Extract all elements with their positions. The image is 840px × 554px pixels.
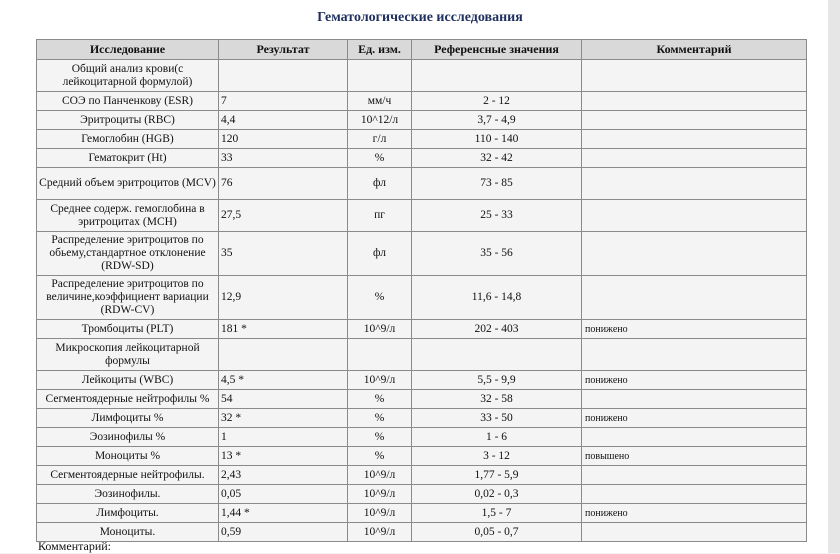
row-comment xyxy=(582,523,807,542)
row-test-name: Гемоглобин (HGB) xyxy=(37,130,219,149)
row-unit: % xyxy=(348,447,412,466)
row-result xyxy=(219,339,348,371)
row-result: 120 xyxy=(219,130,348,149)
column-header-comment: Комментарий xyxy=(582,40,807,60)
row-reference: 1,77 - 5,9 xyxy=(412,466,582,485)
row-reference: 73 - 85 xyxy=(412,168,582,200)
row-result: 32 * xyxy=(219,409,348,428)
table-row xyxy=(37,168,807,200)
table-row xyxy=(37,60,807,92)
row-unit: 10^9/л xyxy=(348,485,412,504)
column-header-reference: Референсные значения xyxy=(412,40,582,60)
row-unit: пг xyxy=(348,200,412,232)
row-test-name: Эозинофилы % xyxy=(37,428,219,447)
row-test-name: Тромбоциты (PLT) xyxy=(37,320,219,339)
row-test-name: Общий анализ крови(с лейкоцитарной формулой) xyxy=(37,60,219,92)
row-result: 181 * xyxy=(219,320,348,339)
row-result: 7 xyxy=(219,92,348,111)
row-comment xyxy=(582,276,807,320)
row-comment xyxy=(582,466,807,485)
row-result xyxy=(219,60,348,92)
row-reference: 0,05 - 0,7 xyxy=(412,523,582,542)
table-row xyxy=(37,200,807,232)
row-unit: % xyxy=(348,390,412,409)
table-row xyxy=(37,523,807,542)
table-header-row xyxy=(37,40,807,60)
row-result: 54 xyxy=(219,390,348,409)
row-reference: 25 - 33 xyxy=(412,200,582,232)
row-test-name: Лейкоциты (WBC) xyxy=(37,371,219,390)
row-comment xyxy=(582,232,807,276)
row-comment xyxy=(582,168,807,200)
table-row xyxy=(37,428,807,447)
row-unit xyxy=(348,339,412,371)
comment-label: Комментарий: xyxy=(38,539,112,553)
row-result: 35 xyxy=(219,232,348,276)
column-header-unit: Ед. изм. xyxy=(348,40,412,60)
row-result: 4,5 * xyxy=(219,371,348,390)
row-reference: 32 - 58 xyxy=(412,390,582,409)
row-test-name: Эритроциты (RBC) xyxy=(37,111,219,130)
row-reference: 1 - 6 xyxy=(412,428,582,447)
row-test-name: Сегментоядерные нейтрофилы. xyxy=(37,466,219,485)
row-test-name: Микроскопия лейкоцитарной формулы xyxy=(37,339,219,371)
row-reference: 5,5 - 9,9 xyxy=(412,371,582,390)
row-reference: 1,5 - 7 xyxy=(412,504,582,523)
table-row xyxy=(37,504,807,523)
table-row xyxy=(37,111,807,130)
row-reference: 32 - 42 xyxy=(412,149,582,168)
row-unit: % xyxy=(348,428,412,447)
row-comment: понижено xyxy=(582,371,807,390)
table-body xyxy=(37,60,807,542)
row-test-name: СОЭ по Панченкову (ESR) xyxy=(37,92,219,111)
row-comment xyxy=(582,60,807,92)
row-comment xyxy=(582,111,807,130)
row-test-name: Среднее содерж. гемоглобина в эритроцитах (MCH) xyxy=(37,200,219,232)
row-test-name: Гематокрит (Ht) xyxy=(37,149,219,168)
row-reference xyxy=(412,60,582,92)
row-reference: 33 - 50 xyxy=(412,409,582,428)
row-reference xyxy=(412,339,582,371)
row-comment xyxy=(582,130,807,149)
row-unit: фл xyxy=(348,232,412,276)
row-unit: 10^9/л xyxy=(348,371,412,390)
table-row xyxy=(37,466,807,485)
row-test-name: Моноциты % xyxy=(37,447,219,466)
row-result: 2,43 xyxy=(219,466,348,485)
row-test-name: Лимфоциты % xyxy=(37,409,219,428)
row-comment xyxy=(582,428,807,447)
row-unit: % xyxy=(348,276,412,320)
row-result: 1 xyxy=(219,428,348,447)
row-comment xyxy=(582,149,807,168)
row-comment xyxy=(582,339,807,371)
row-unit: г/л xyxy=(348,130,412,149)
table-row xyxy=(37,232,807,276)
row-result: 13 * xyxy=(219,447,348,466)
table-row xyxy=(37,130,807,149)
row-unit: % xyxy=(348,149,412,168)
row-test-name: Распределение эритроцитов по обьему,стандартное отклонение (RDW-SD) xyxy=(37,232,219,276)
row-result: 4,4 xyxy=(219,111,348,130)
row-test-name: Эозинофилы. xyxy=(37,485,219,504)
page-title: Гематологические исследования xyxy=(317,10,523,25)
column-header-result: Результат xyxy=(219,40,348,60)
row-unit: 10^9/л xyxy=(348,523,412,542)
results-table xyxy=(36,39,807,542)
table-row xyxy=(37,409,807,428)
row-reference: 35 - 56 xyxy=(412,232,582,276)
table-row xyxy=(37,390,807,409)
row-result: 76 xyxy=(219,168,348,200)
row-result: 33 xyxy=(219,149,348,168)
row-comment xyxy=(582,92,807,111)
row-result: 0,59 xyxy=(219,523,348,542)
row-test-name: Распределение эритроцитов по величине,коэффициент вариации (RDW-CV) xyxy=(37,276,219,320)
row-reference: 110 - 140 xyxy=(412,130,582,149)
scroll-edge xyxy=(828,0,840,553)
table-row xyxy=(37,92,807,111)
row-test-name: Сегментоядерные нейтрофилы % xyxy=(37,390,219,409)
table-row xyxy=(37,485,807,504)
row-comment: повышено xyxy=(582,447,807,466)
row-reference: 202 - 403 xyxy=(412,320,582,339)
row-reference: 3 - 12 xyxy=(412,447,582,466)
table-row xyxy=(37,447,807,466)
row-comment: понижено xyxy=(582,504,807,523)
table-row xyxy=(37,320,807,339)
row-test-name: Средний объем эритроцитов (MCV) xyxy=(37,168,219,200)
row-comment xyxy=(582,200,807,232)
row-reference: 11,6 - 14,8 xyxy=(412,276,582,320)
row-test-name: Лимфоциты. xyxy=(37,504,219,523)
row-comment: понижено xyxy=(582,409,807,428)
row-unit: фл xyxy=(348,168,412,200)
row-comment: понижено xyxy=(582,320,807,339)
row-unit: 10^9/л xyxy=(348,504,412,523)
row-unit: мм/ч xyxy=(348,92,412,111)
column-header-test: Исследование xyxy=(37,40,219,60)
table-row xyxy=(37,339,807,371)
row-reference: 0,02 - 0,3 xyxy=(412,485,582,504)
table-row xyxy=(37,371,807,390)
row-reference: 3,7 - 4,9 xyxy=(412,111,582,130)
row-comment xyxy=(582,390,807,409)
row-result: 0,05 xyxy=(219,485,348,504)
row-unit xyxy=(348,60,412,92)
row-unit: 10^12/л xyxy=(348,111,412,130)
row-result: 12,9 xyxy=(219,276,348,320)
row-unit: 10^9/л xyxy=(348,320,412,339)
row-unit: 10^9/л xyxy=(348,466,412,485)
row-reference: 2 - 12 xyxy=(412,92,582,111)
row-result: 1,44 * xyxy=(219,504,348,523)
row-result: 27,5 xyxy=(219,200,348,232)
row-unit: % xyxy=(348,409,412,428)
row-test-name: Моноциты. xyxy=(37,523,219,542)
row-comment xyxy=(582,485,807,504)
table-row xyxy=(37,149,807,168)
table-row xyxy=(37,276,807,320)
